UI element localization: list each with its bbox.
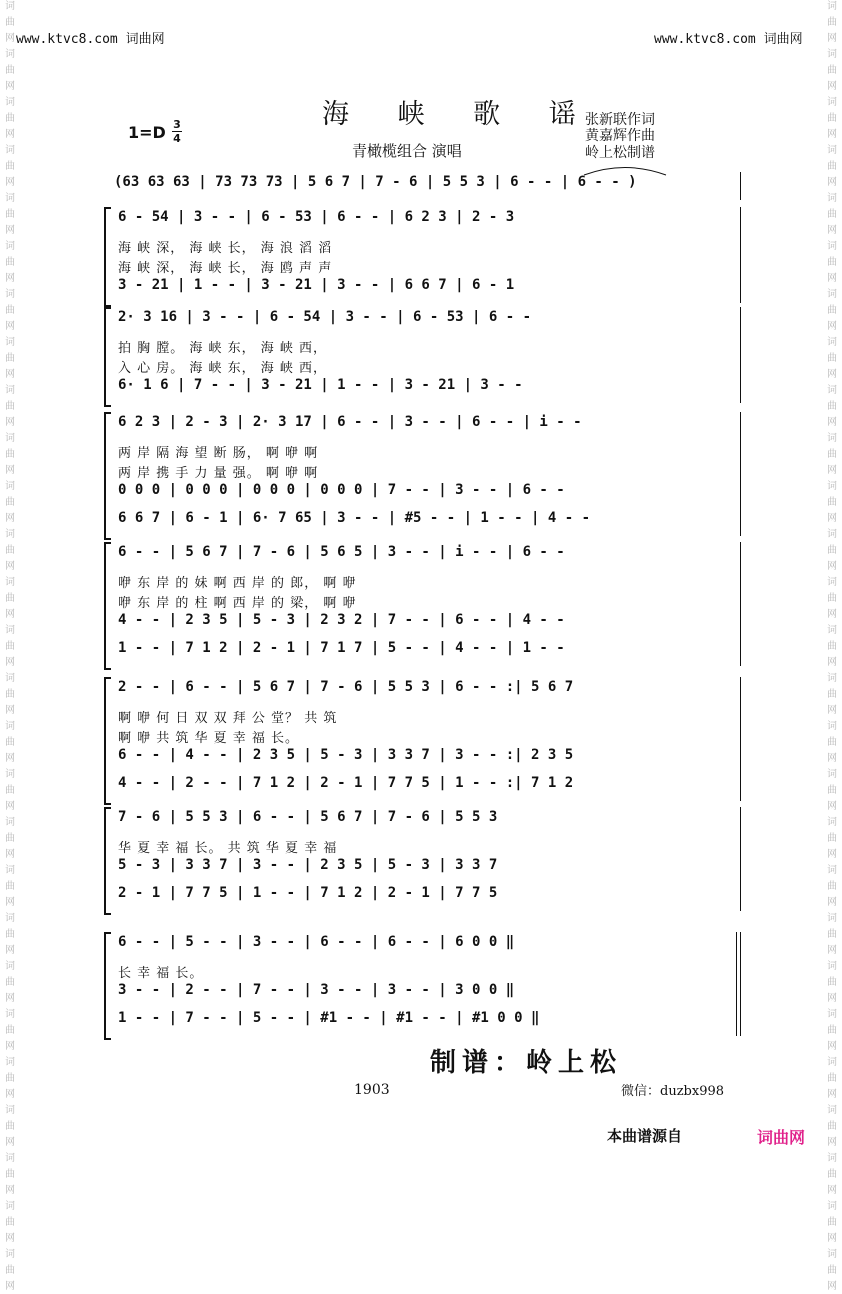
watermark-char: 曲 xyxy=(5,929,15,940)
score-system xyxy=(100,205,744,305)
watermark-char: 曲 xyxy=(5,1265,15,1276)
watermark-char: 网 xyxy=(5,321,15,332)
arranger-credit: 岭上松制谱 xyxy=(585,145,655,161)
watermark-char: 词 xyxy=(827,337,837,348)
notation-row: 6 2 3 | 2 - 3 | 2· 3 17 | 6 - - | 3 - - | 6 - - | i - - xyxy=(118,414,582,430)
watermark-char: 网 xyxy=(5,993,15,1004)
system-brace xyxy=(104,412,111,540)
end-barline xyxy=(740,307,741,403)
watermark-char: 词 xyxy=(5,1057,15,1068)
score-system xyxy=(100,305,744,405)
watermark-char: 网 xyxy=(5,849,15,860)
watermark-char: 曲 xyxy=(827,1217,837,1228)
watermark-char: 网 xyxy=(5,801,15,812)
end-barline xyxy=(740,677,741,801)
watermark-char: 曲 xyxy=(827,401,837,412)
watermark-char: 词 xyxy=(5,193,15,204)
watermark-char: 曲 xyxy=(827,17,837,28)
notation-row: 0 0 0 | 0 0 0 | 0 0 0 | 0 0 0 | 7 - - | 3 - - | 6 - - xyxy=(118,482,565,498)
page-number: 1903 xyxy=(354,1082,390,1098)
watermark-char: 曲 xyxy=(827,641,837,652)
notation-row: 6· 1 6 | 7 - - | 3 - 21 | 1 - - | 3 - 21 | 3 - - xyxy=(118,377,523,393)
watermark-char: 曲 xyxy=(827,305,837,316)
watermark-char: 网 xyxy=(5,1089,15,1100)
watermark-char: 曲 xyxy=(827,737,837,748)
watermark-char: 词 xyxy=(827,1105,837,1116)
end-barline xyxy=(740,207,741,303)
watermark-char: 词 xyxy=(5,673,15,684)
watermark-char: 曲 xyxy=(5,737,15,748)
system-brace xyxy=(104,807,111,915)
watermark-char: 网 xyxy=(5,705,15,716)
watermark-char: 曲 xyxy=(827,545,837,556)
lyric-row: 华 夏 幸 福 长。 共 筑 华 夏 幸 福 xyxy=(118,841,338,856)
watermark-char: 网 xyxy=(5,561,15,572)
notation-row: 2 - 1 | 7 7 5 | 1 - - | 7 1 2 | 2 - 1 | 7 7 5 xyxy=(118,885,498,901)
watermark-char: 曲 xyxy=(827,1025,837,1036)
watermark-char: 曲 xyxy=(827,689,837,700)
watermark-char: 词 xyxy=(827,145,837,156)
watermark-char: 曲 xyxy=(827,65,837,76)
final-double-barline xyxy=(736,932,737,1036)
watermark-char: 网 xyxy=(827,1185,837,1196)
notation-row: (63 63 63 | 73 73 73 | 5 6 7 | 7 - 6 | 5 5 3 | 6 - - | 6 - - ) xyxy=(114,174,637,190)
lyric-row: 海 峡 深， 海 峡 长， 海 鸥 声 声 xyxy=(118,261,333,276)
watermark-char: 词 xyxy=(5,1249,15,1260)
watermark-char: 网 xyxy=(827,561,837,572)
watermark-char: 曲 xyxy=(5,593,15,604)
watermark-char: 网 xyxy=(5,129,15,140)
watermark-char: 曲 xyxy=(5,1025,15,1036)
watermark-char: 网 xyxy=(827,321,837,332)
watermark-char: 网 xyxy=(827,609,837,620)
watermark-char: 词 xyxy=(5,481,15,492)
watermark-char: 网 xyxy=(827,177,837,188)
score-system xyxy=(100,170,744,202)
watermark-char: 曲 xyxy=(5,785,15,796)
watermark-char: 词 xyxy=(5,529,15,540)
watermark-char: 曲 xyxy=(827,1265,837,1276)
watermark-char: 曲 xyxy=(5,1169,15,1180)
watermark-char: 网 xyxy=(827,705,837,716)
watermark-char: 网 xyxy=(827,945,837,956)
watermark-char: 网 xyxy=(5,33,15,44)
watermark-char: 曲 xyxy=(827,881,837,892)
watermark-char: 网 xyxy=(5,273,15,284)
watermark-char: 词 xyxy=(827,577,837,588)
watermark-char: 网 xyxy=(827,129,837,140)
watermark-char: 网 xyxy=(5,1041,15,1052)
lyric-row: 两 岸 隔 海 望 断 肠， 啊 咿 啊 xyxy=(118,446,319,461)
watermark-char: 词 xyxy=(827,385,837,396)
watermark-char: 网 xyxy=(827,1281,837,1292)
watermark-char: 网 xyxy=(827,465,837,476)
watermark-char: 词 xyxy=(827,769,837,780)
watermark-char: 词 xyxy=(827,1201,837,1212)
watermark-char: 曲 xyxy=(827,833,837,844)
watermark-char: 曲 xyxy=(827,353,837,364)
watermark-char: 曲 xyxy=(827,929,837,940)
watermark-char: 词 xyxy=(5,1153,15,1164)
watermark-char: 词 xyxy=(827,241,837,252)
watermark-char: 曲 xyxy=(827,1073,837,1084)
end-barline xyxy=(740,172,741,200)
notation-row: 4 - - | 2 3 5 | 5 - 3 | 2 3 2 | 7 - - | 6 - - | 4 - - xyxy=(118,612,565,628)
notation-row: 2 - - | 6 - - | 5 6 7 | 7 - 6 | 5 5 3 | 6 - - :| 5 6 7 xyxy=(118,679,574,695)
lyric-row: 拍 胸 膛。 海 峡 东， 海 峡 西， xyxy=(118,341,328,356)
watermark-char: 网 xyxy=(827,369,837,380)
watermark-char: 曲 xyxy=(5,1121,15,1132)
watermark-char: 词 xyxy=(827,193,837,204)
notation-row: 7 - 6 | 5 5 3 | 6 - - | 5 6 7 | 7 - 6 | 5 5 3 xyxy=(118,809,498,825)
watermark-char: 曲 xyxy=(5,689,15,700)
watermark-char: 曲 xyxy=(827,1121,837,1132)
watermark-char: 词 xyxy=(5,433,15,444)
notation-row: 2· 3 16 | 3 - - | 6 - 54 | 3 - - | 6 - 53 | 6 - - xyxy=(118,309,532,325)
signature: 制谱：岭上松 xyxy=(430,1048,623,1078)
notation-row: 5 - 3 | 3 3 7 | 3 - - | 2 3 5 | 5 - 3 | 3 3 7 xyxy=(118,857,498,873)
watermark-char: 曲 xyxy=(827,1169,837,1180)
watermark-char: 词 xyxy=(827,1153,837,1164)
watermark-char: 词 xyxy=(5,385,15,396)
source-site-link[interactable]: 词曲网 xyxy=(757,1128,806,1147)
watermark-char: 词 xyxy=(827,1009,837,1020)
watermark-char: 词 xyxy=(5,49,15,60)
watermark-char: 词 xyxy=(5,1201,15,1212)
watermark-char: 网 xyxy=(5,465,15,476)
watermark-char: 曲 xyxy=(5,257,15,268)
watermark-char: 词 xyxy=(5,769,15,780)
watermark-char: 网 xyxy=(5,657,15,668)
watermark-char: 网 xyxy=(5,897,15,908)
lyric-row: 啊 咿 共 筑 华 夏 幸 福 长。 xyxy=(118,731,300,746)
watermark-char: 词 xyxy=(5,1009,15,1020)
watermark-char: 词 xyxy=(827,433,837,444)
watermark-char: 词 xyxy=(5,865,15,876)
watermark-char: 网 xyxy=(827,513,837,524)
watermark-char: 网 xyxy=(827,993,837,1004)
watermark-char: 曲 xyxy=(827,497,837,508)
watermark-char: 词 xyxy=(827,913,837,924)
key-signature: 1=D xyxy=(128,123,166,142)
watermark-char: 曲 xyxy=(5,1217,15,1228)
watermark-char: 曲 xyxy=(5,641,15,652)
watermark-char: 曲 xyxy=(5,1073,15,1084)
watermark-char: 网 xyxy=(827,1041,837,1052)
watermark-char: 曲 xyxy=(827,593,837,604)
watermark-char: 曲 xyxy=(5,305,15,316)
lyric-row: 长 幸 福 长。 xyxy=(118,966,204,981)
watermark-char: 网 xyxy=(5,1137,15,1148)
watermark-char: 曲 xyxy=(5,833,15,844)
watermark-char: 曲 xyxy=(827,209,837,220)
system-brace xyxy=(104,307,111,407)
system-brace xyxy=(104,932,111,1040)
watermark-char: 词 xyxy=(5,817,15,828)
watermark-char: 词 xyxy=(827,529,837,540)
end-barline xyxy=(740,542,741,666)
end-barline xyxy=(740,932,741,1036)
watermark-char: 词 xyxy=(827,49,837,60)
lyric-row: 入 心 房。 海 峡 东， 海 峡 西， xyxy=(118,361,328,376)
lyric-row: 咿 东 岸 的 柱 啊 西 岸 的 梁， 啊 咿 xyxy=(118,596,357,611)
notation-row: 6 - - | 4 - - | 2 3 5 | 5 - 3 | 3 3 7 | 3 - - :| 2 3 5 xyxy=(118,747,574,763)
watermark-char: 曲 xyxy=(5,65,15,76)
watermark-char: 词 xyxy=(5,577,15,588)
watermark-char: 网 xyxy=(827,417,837,428)
watermark-char: 曲 xyxy=(827,161,837,172)
watermark-char: 词 xyxy=(5,625,15,636)
lyric-row: 啊 咿 何 日 双 双 拜 公 堂？ 共 筑 xyxy=(118,711,338,726)
watermark-char: 网 xyxy=(827,81,837,92)
time-signature: $\frac{3}{4}$ xyxy=(173,118,181,145)
notation-row: 6 - 54 | 3 - - | 6 - 53 | 6 - - | 6 2 3 | 2 - 3 xyxy=(118,209,515,225)
watermark-char: 网 xyxy=(827,33,837,44)
watermark-char: 网 xyxy=(5,945,15,956)
watermark-char: 词 xyxy=(827,1249,837,1260)
watermark-char: 网 xyxy=(827,801,837,812)
watermark-char: 词 xyxy=(5,337,15,348)
watermark-char: 词 xyxy=(5,289,15,300)
watermark-char: 词 xyxy=(5,145,15,156)
notation-row: 6 - - | 5 - - | 3 - - | 6 - - | 6 - - | 6 0 0 ‖ xyxy=(118,934,515,950)
end-barline xyxy=(740,412,741,536)
watermark-char: 曲 xyxy=(5,497,15,508)
end-barline xyxy=(740,807,741,911)
watermark-char: 网 xyxy=(5,753,15,764)
watermark-char: 曲 xyxy=(827,113,837,124)
score-system xyxy=(100,410,744,538)
watermark-char: 网 xyxy=(827,657,837,668)
lyricist-credit: 张新联作词 xyxy=(585,112,655,128)
system-brace xyxy=(104,542,111,670)
watermark-char: 网 xyxy=(827,1137,837,1148)
watermark-char: 网 xyxy=(827,897,837,908)
lyric-row: 咿 东 岸 的 妹 啊 西 岸 的 郎， 啊 咿 xyxy=(118,576,357,591)
watermark-char: 网 xyxy=(5,81,15,92)
watermark-char: 网 xyxy=(5,1281,15,1292)
watermark-char: 词 xyxy=(827,1057,837,1068)
watermark-char: 词 xyxy=(827,961,837,972)
composer-credit: 黄嘉辉作曲 xyxy=(585,128,655,144)
notation-row: 4 - - | 2 - - | 7 1 2 | 2 - 1 | 7 7 5 | 1 - - :| 7 1 2 xyxy=(118,775,574,791)
watermark-char: 词 xyxy=(827,481,837,492)
watermark-char: 网 xyxy=(5,177,15,188)
watermark-char: 网 xyxy=(5,369,15,380)
watermark-char: 网 xyxy=(827,225,837,236)
lyric-row: 两 岸 携 手 力 量 强。 啊 咿 啊 xyxy=(118,466,319,481)
watermark-char: 网 xyxy=(827,1089,837,1100)
watermark-char: 网 xyxy=(827,849,837,860)
watermark-char: 曲 xyxy=(5,977,15,988)
watermark-char: 曲 xyxy=(827,785,837,796)
watermark-char: 曲 xyxy=(827,449,837,460)
score-system xyxy=(100,540,744,668)
watermark-char: 词 xyxy=(5,97,15,108)
watermark-char: 曲 xyxy=(5,449,15,460)
score-system xyxy=(100,930,744,1038)
watermark-char: 曲 xyxy=(5,881,15,892)
watermark-char: 网 xyxy=(827,273,837,284)
watermark-char: 曲 xyxy=(5,17,15,28)
system-brace xyxy=(104,207,111,307)
wechat-id: 微信：duzbx998 xyxy=(621,1084,725,1099)
site-header-left[interactable]: www.ktvc8.com 词曲网 xyxy=(16,32,165,47)
notation-row: 1 - - | 7 - - | 5 - - | #1 - - | #1 - - | #1 0 0 ‖ xyxy=(118,1010,540,1026)
watermark-char: 网 xyxy=(827,753,837,764)
watermark-char: 词 xyxy=(827,289,837,300)
watermark-char: 曲 xyxy=(5,209,15,220)
watermark-char: 网 xyxy=(5,225,15,236)
source-label: 本曲谱源自 xyxy=(607,1127,683,1145)
watermark-char: 曲 xyxy=(827,257,837,268)
watermark-char: 词 xyxy=(5,241,15,252)
watermark-char: 词 xyxy=(827,721,837,732)
notation-row: 6 6 7 | 6 - 1 | 6· 7 65 | 3 - - | #5 - - | 1 - - | 4 - - xyxy=(118,510,591,526)
watermark-char: 网 xyxy=(5,417,15,428)
watermark-char: 曲 xyxy=(5,353,15,364)
watermark-char: 词 xyxy=(827,673,837,684)
watermark-char: 词 xyxy=(827,1,837,12)
score-system xyxy=(100,675,744,803)
watermark-char: 词 xyxy=(5,1105,15,1116)
watermark-char: 曲 xyxy=(5,545,15,556)
watermark-char: 词 xyxy=(5,961,15,972)
score-system xyxy=(100,805,744,913)
notation-row: 6 - - | 5 6 7 | 7 - 6 | 5 6 5 | 3 - - | i - - | 6 - - xyxy=(118,544,565,560)
notation-row: 1 - - | 7 1 2 | 2 - 1 | 7 1 7 | 5 - - | 4 - - | 1 - - xyxy=(118,640,565,656)
watermark-char: 网 xyxy=(5,1185,15,1196)
watermark-char: 词 xyxy=(827,817,837,828)
watermark-char: 词 xyxy=(5,721,15,732)
watermark-char: 曲 xyxy=(5,161,15,172)
watermark-char: 网 xyxy=(5,1233,15,1244)
site-header-right[interactable]: www.ktvc8.com 词曲网 xyxy=(654,32,803,47)
singer-credit: 青橄榄组合 演唱 xyxy=(352,142,462,160)
watermark-char: 曲 xyxy=(5,401,15,412)
watermark-char: 词 xyxy=(5,913,15,924)
watermark-char: 词 xyxy=(827,865,837,876)
watermark-char: 词 xyxy=(827,97,837,108)
notation-row: 3 - - | 2 - - | 7 - - | 3 - - | 3 - - | 3 0 0 ‖ xyxy=(118,982,515,998)
watermark-char: 词 xyxy=(5,1,15,12)
watermark-char: 网 xyxy=(5,513,15,524)
system-brace xyxy=(104,677,111,805)
watermark-char: 曲 xyxy=(5,113,15,124)
watermark-char: 网 xyxy=(5,609,15,620)
song-title: 海 峡 歌 谣 xyxy=(322,99,596,130)
notation-row: 3 - 21 | 1 - - | 3 - 21 | 3 - - | 6 6 7 | 6 - 1 xyxy=(118,277,515,293)
lyric-row: 海 峡 深， 海 峡 长， 海 浪 滔 滔 xyxy=(118,241,333,256)
watermark-char: 词 xyxy=(827,625,837,636)
watermark-char: 网 xyxy=(827,1233,837,1244)
watermark-char: 曲 xyxy=(827,977,837,988)
